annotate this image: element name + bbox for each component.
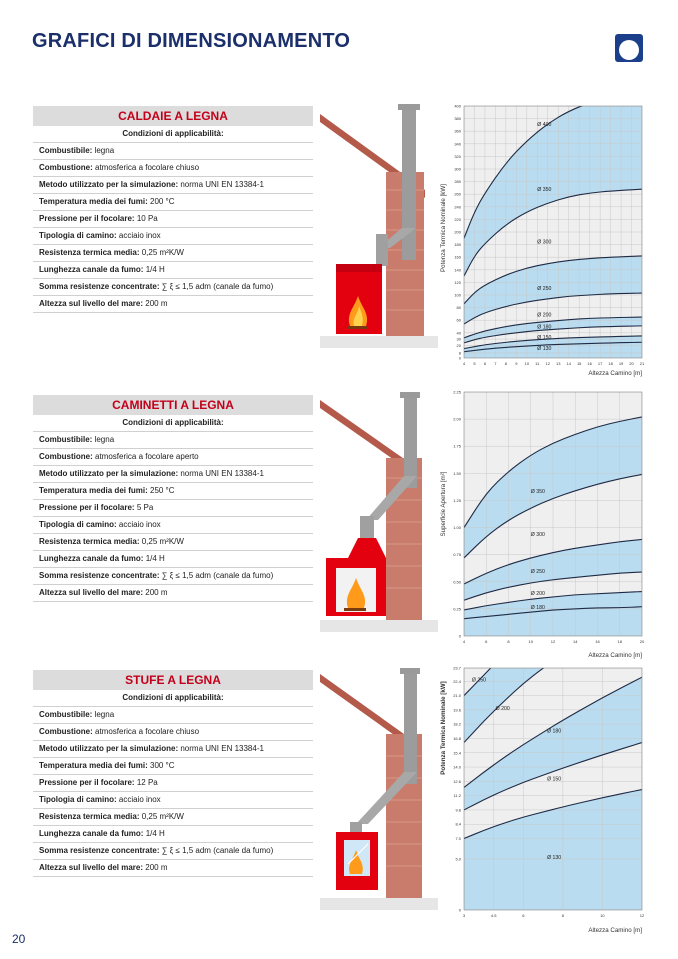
table-row: Somma resistenze concentrate: ∑ ξ ≤ 1,5 adm (canale da fumo) [33,843,313,860]
y-tick-label: 11.2 [453,793,461,799]
fireplace-chimney-illustration [320,388,438,636]
y-axis-label: Superficie Apertura [m²] [440,471,447,537]
y-tick-label: 0.25 [453,606,461,612]
section-title: CALDAIE A LEGNA [33,106,313,126]
x-tick-label: 20 [629,361,634,366]
chart-stufe [436,662,650,936]
conditions-table [33,395,313,602]
y-tick-label: 260 [454,191,461,197]
page-title: GRAFICI DI DIMENSIONAMENTO [32,30,351,52]
x-tick-label: 14 [573,639,578,644]
y-tick-label: 5.0 [455,856,461,862]
section-title: CAMINETTI A LEGNA [33,395,313,415]
table-row: Tipologia di camino: acciaio inox [33,517,313,534]
y-tick-label: 60 [456,317,461,323]
series-label: Ø 250 [537,285,552,292]
x-tick-label: 7 [494,361,497,366]
y-tick-label: 1.50 [453,470,461,476]
y-tick-label: 20 [456,342,461,348]
x-tick-label: 8 [507,639,510,644]
y-tick-label: 0 [458,633,461,639]
x-tick-label: 12 [545,361,550,366]
logo-text: GBD [621,51,637,58]
table-row: Resistenza termica media: 0,25 m²K/W [33,245,313,262]
y-axis-label: Potenza Termica Nominale [kW] [440,184,447,272]
series-label: Ø 250 [471,677,487,684]
x-axis-label: Altezza Camino [m] [588,652,642,659]
stove-chimney-illustration [320,664,438,912]
y-tick-label: 19.6 [453,707,461,713]
series-label: Ø 200 [537,312,552,319]
y-tick-label: 200 [454,229,461,235]
y-tick-label: 360 [454,128,461,134]
series-label: Ø 180 [547,728,562,735]
table-row: Lunghezza canale da fumo: 1/4 H [33,551,313,568]
x-tick-label: 4 [462,639,466,644]
series-label: Ø 150 [547,776,562,783]
y-tick-label: 400 [454,103,461,109]
x-tick-label: 18 [608,361,613,366]
x-axis-label: Altezza Camino [m] [588,927,642,934]
x-tick-label: 18 [617,639,622,644]
y-tick-label: 340 [454,141,461,147]
y-tick-label: 240 [454,204,461,210]
x-tick-label: 16 [587,361,592,366]
series-label: Ø 180 [530,604,545,611]
x-tick-label: 6 [483,361,487,366]
conditions-table [33,106,313,313]
x-tick-label: 20 [639,639,645,644]
plot-area [464,392,642,636]
table-row: Combustione: atmosferica a focolare aperto [33,449,313,466]
table-row: Pressione per il focolare: 12 Pa [33,775,313,792]
series-label: Ø 200 [495,705,510,712]
x-tick-label: 15 [576,361,582,366]
table-row: Pressione per il focolare: 10 Pa [33,211,313,228]
conditions-table [33,670,313,877]
series-label: Ø 200 [530,590,545,597]
x-tick-label: 14 [566,361,571,366]
y-tick-label: 15.4 [453,750,461,756]
y-tick-label: 16.8 [453,735,461,741]
series-label: Ø 300 [537,239,552,246]
conditions-label: Condizioni di applicabilità: [33,415,313,432]
y-tick-label: 180 [454,242,461,248]
y-tick-label: 120 [454,279,461,285]
series-label: Ø 400 [537,122,552,129]
x-tick-label: 16 [595,639,600,644]
series-label: Ø 130 [547,854,562,861]
table-row: Somma resistenze concentrate: ∑ ξ ≤ 1,5 adm (canale da fumo) [33,279,313,296]
boiler-chimney-illustration [320,100,438,350]
y-tick-label: 220 [454,216,461,222]
table-row: Combustibile: legna [33,707,313,724]
table-row: Resistenza termica media: 0,25 m²K/W [33,534,313,551]
y-tick-label: 2.00 [453,416,461,422]
table-row: Metodo utilizzato per la simulazione: norma UNI EN 13384-1 [33,466,313,483]
y-tick-label: 0 [458,355,461,361]
table-row: Temperatura media dei fumi: 300 °C [33,758,313,775]
series-label: Ø 300 [530,532,545,539]
x-tick-label: 6 [522,913,525,918]
series-label: Ø 150 [537,335,552,342]
gbd-logo [615,34,643,62]
x-axis-label: Altezza Camino [m] [588,370,642,377]
x-tick-label: 8 [504,361,507,366]
table-row: Altezza sul livello del mare: 200 m [33,585,313,602]
x-tick-label: 6 [485,639,488,644]
table-row: Lunghezza canale da fumo: 1/4 H [33,262,313,279]
y-tick-label: 100 [454,292,461,298]
x-tick-label: 12 [639,913,645,918]
y-tick-label: 0 [458,907,461,913]
y-tick-label: 12.6 [453,778,461,784]
table-row: Combustibile: legna [33,432,313,449]
y-tick-label: 380 [454,116,461,122]
conditions-label: Condizioni di applicabilità: [33,126,313,143]
series-label: Ø 350 [530,488,545,495]
table-row: Metodo utilizzato per la simulazione: norma UNI EN 13384-1 [33,177,313,194]
series-label: Ø 130 [537,345,552,352]
section-title: STUFE A LEGNA [33,670,313,690]
table-row: Combustione: atmosferica a focolare chiuso [33,160,313,177]
y-tick-label: 23.7 [453,665,461,671]
x-tick-label: 3 [462,913,466,918]
y-tick-label: 320 [454,153,461,159]
y-tick-label: 2.25 [453,389,461,395]
y-tick-label: 22.4 [453,678,461,684]
y-tick-label: 80 [456,305,461,311]
y-axis-label: Potenza Termica Nominale [kW] [440,681,447,775]
y-tick-label: 18.2 [453,721,461,727]
x-tick-label: 8 [561,913,565,918]
table-row: Resistenza termica media: 0,25 m²K/W [33,809,313,826]
plot-area [464,100,642,358]
chart-caminetti [436,386,650,662]
y-tick-label: 14.0 [453,764,461,770]
table-row: Lunghezza canale da fumo: 1/4 H [33,826,313,843]
table-row: Temperatura media dei fumi: 200 °C [33,194,313,211]
table-row: Combustione: atmosferica a focolare chiuso [33,724,313,741]
page-number: 20 [12,932,26,946]
y-tick-label: 8.4 [455,821,461,827]
series-label: Ø 180 [537,324,552,331]
y-tick-label: 8 [458,350,461,356]
y-tick-label: 40 [456,330,461,336]
x-tick-label: 19 [618,361,624,366]
table-row: Pressione per il focolare: 5 Pa [33,500,313,517]
x-tick-label: 5 [473,361,476,366]
fireplace-hood-icon [348,538,386,558]
x-tick-label: 10 [524,361,530,366]
y-tick-label: 1.25 [453,497,461,503]
x-tick-label: 21 [639,361,645,366]
y-tick-label: 280 [454,179,461,185]
table-row: Metodo utilizzato per la simulazione: norma UNI EN 13384-1 [33,741,313,758]
plot-area [464,662,642,910]
conditions-label: Condizioni di applicabilità: [33,690,313,707]
table-row: Altezza sul livello del mare: 200 m [33,860,313,877]
x-tick-label: 4 [462,361,466,366]
table-row: Combustibile: legna [33,143,313,160]
table-row: Altezza sul livello del mare: 200 m [33,296,313,313]
chart-caldaie [436,100,650,380]
y-tick-label: 160 [454,254,461,260]
x-tick-label: 9 [515,361,518,366]
y-tick-label: 9.8 [455,807,461,813]
series-label: Ø 250 [530,569,545,576]
y-tick-label: 1.00 [453,525,461,531]
x-tick-label: 17 [597,361,603,366]
x-tick-label: 10 [600,913,605,918]
series-label: Ø 350 [537,187,552,194]
table-row: Somma resistenze concentrate: ∑ ξ ≤ 1,5 adm (canale da fumo) [33,568,313,585]
y-tick-label: 300 [454,166,461,172]
x-tick-label: 12 [550,639,556,644]
y-tick-label: 30 [456,336,461,342]
x-tick-label: 11 [535,361,540,366]
y-tick-label: 21.0 [453,693,461,699]
y-tick-label: 1.75 [453,443,461,449]
x-tick-label: 13 [556,361,561,366]
table-row: Tipologia di camino: acciaio inox [33,228,313,245]
x-tick-label: 4.5 [490,913,497,918]
y-tick-label: 0.50 [453,579,461,585]
y-tick-label: 0.75 [453,552,461,558]
y-tick-label: 140 [454,267,461,273]
table-row: Tipologia di camino: acciaio inox [33,792,313,809]
x-tick-label: 10 [528,639,533,644]
table-row: Temperatura media dei fumi: 250 °C [33,483,313,500]
y-tick-label: 7.0 [455,836,461,842]
